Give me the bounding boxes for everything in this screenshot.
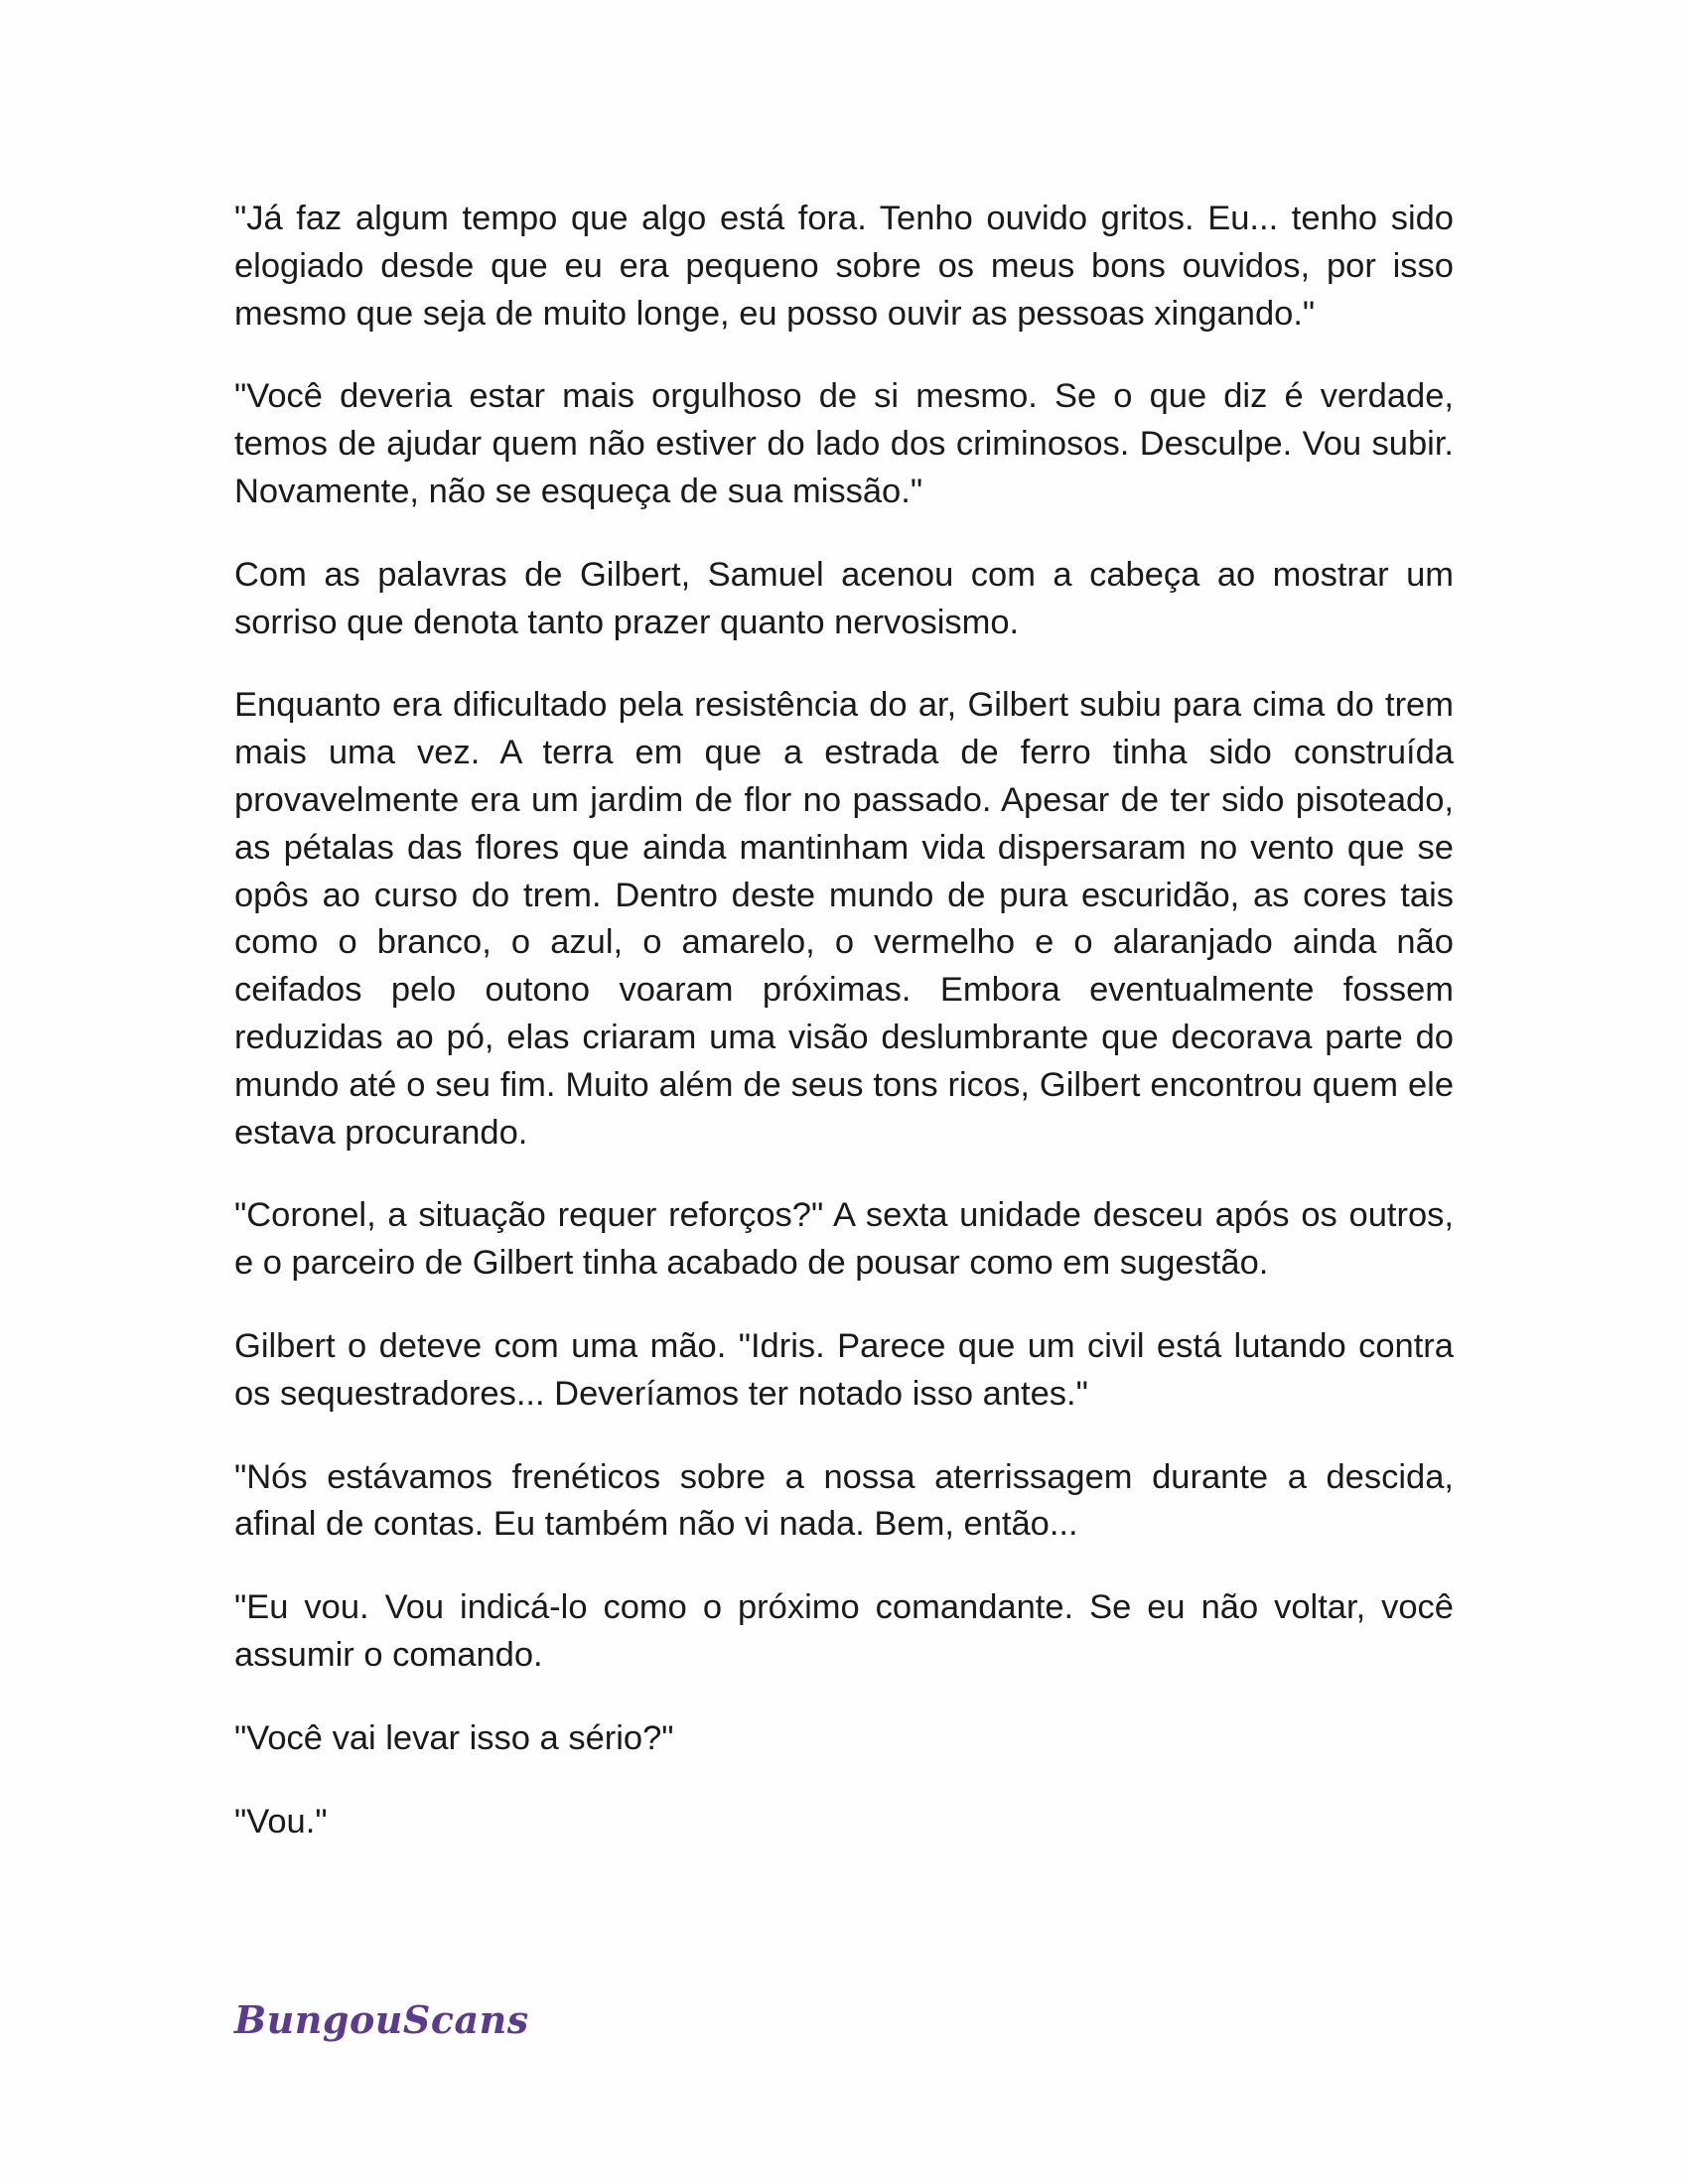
paragraph: "Vou." — [234, 1802, 328, 1841]
paragraph: "Já faz algum tempo que algo está fora. Tenho ouvido gritos. Eu... tenho sido elogiado desde que eu era pequeno sobre os meus bons ouvidos, por isso mesmo que seja de muito longe, eu posso ouvir as pessoas xingando." — [234, 200, 1454, 333]
paragraph: Enquanto era dificultado pela resistência do ar, Gilbert subiu para cima do trem mais uma vez. A terra em que a estrada de ferro tinha sido construída provavelmente era um jardim de flor no passado. Apesar de ter sido pisoteado, as pétalas das flores que ainda mantinham vida dispersaram no vento que se opôs ao curso do trem. Dentro deste mundo de pura escuridão, as cores tais como o branco, o azul, o amarelo, o vermelho e o alaranjado ainda não ceifados pelo outono voaram próximas. Embora eventualmente fossem reduzidas ao pó, elas criaram uma visão deslumbrante que decorava parte do mundo até o seu fim. Muito além de seus tons ricos, Gilbert encontrou quem ele estava procurando. — [234, 686, 1454, 1152]
paragraph: "Você vai levar isso a sério?" — [234, 1718, 674, 1757]
paragraph: Com as palavras de Gilbert, Samuel acenou com a cabeça ao mostrar um sorriso que denota tanto prazer quanto nervosismo. — [234, 555, 1454, 641]
paragraph: "Nós estávamos frenéticos sobre a nossa aterrissagem durante a descida, afinal de contas. Eu também não vi nada. Bem, então... — [234, 1457, 1454, 1544]
scanlation-watermark: BungouScans — [234, 1997, 529, 2042]
paragraph: "Você deveria estar mais orgulhoso de si mesmo. Se o que diz é verdade, temos de ajudar quem não estiver do lado dos criminosos. Desculpe. Vou subir. Novamente, não se esqueça de sua missão." — [234, 377, 1454, 510]
paragraph: Gilbert o deteve com uma mão. "Idris. Parece que um civil está lutando contra os sequestradores... Deveríamos ter notado isso antes." — [234, 1326, 1454, 1413]
document-body — [234, 196, 1454, 1881]
paragraph: "Coronel, a situação requer reforços?" A sexta unidade desceu após os outros, e o parceiro de Gilbert tinha acabado de pousar como em sugestão. — [234, 1196, 1454, 1283]
paragraph: "Eu vou. Vou indicá-lo como o próximo comandante. Se eu não voltar, você assumir o comando. — [234, 1588, 1454, 1674]
